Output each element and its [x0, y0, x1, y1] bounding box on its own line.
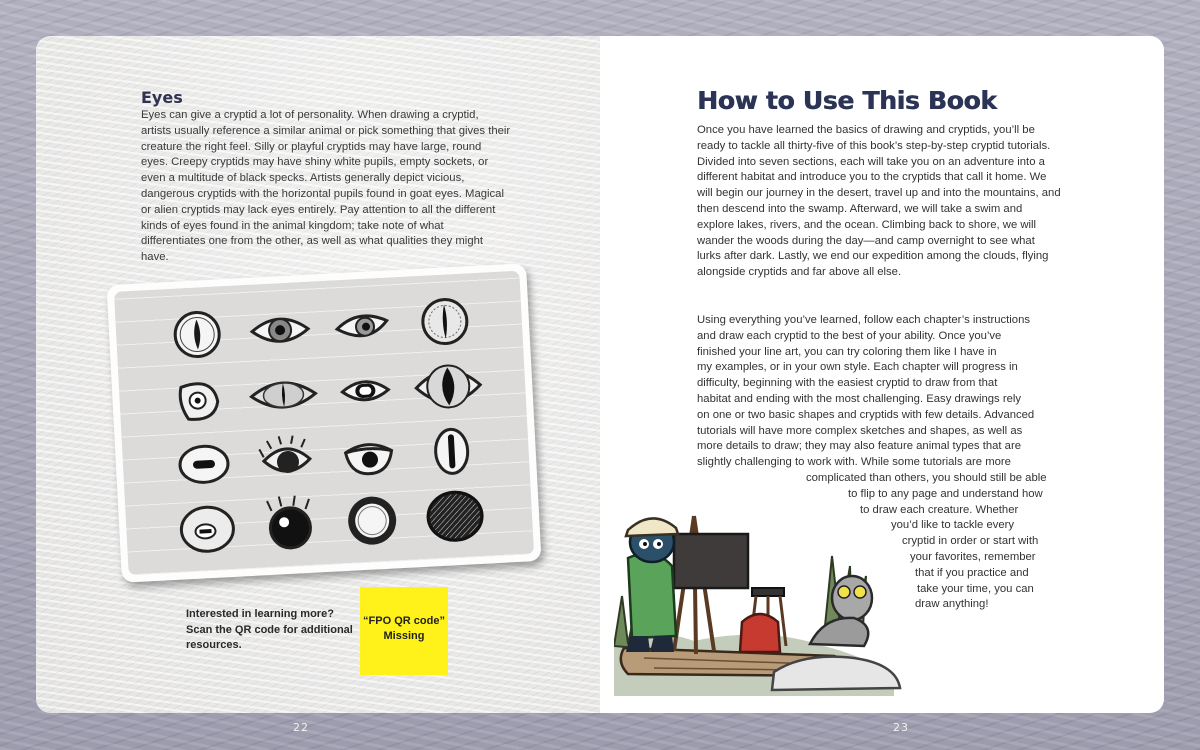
paragraph-line: draw anything!	[915, 598, 989, 611]
page-title: How to Use This Book	[697, 86, 997, 115]
human-eye-icon	[247, 306, 313, 353]
paragraph-line: slightly challenging to work with. While some tutorials are more	[697, 456, 1011, 469]
eyes-body-text: Eyes can give a cryptid a lot of personality. When drawing a cryptid, artists usually reference a similar animal or pick something that gives their creature the right feel. Silly or playful cryptids may have large, round eyes. Creepy cryptids may have shiny white pupils, empty sockets, or even a multitude of black specks. Artists generally depict vicious, dangerous cryptids with the horizontal pupils found in goat eyes. Magical or alien cryptids may lack eyes entirely. Pay attention to all the different kinds of eyes found in the animal kingdom; take note of what differentiates one from the other, as well as what qualities they might have.	[141, 109, 511, 264]
paragraph-line: to draw each creature. Whether	[860, 503, 1019, 516]
round-slit-eye-icon	[169, 306, 226, 363]
paragraph-line: difficulty, beginning with the easiest cryptid to draw from that	[697, 377, 998, 390]
side-eye-icon	[332, 302, 392, 349]
sleepy-eye-icon	[339, 430, 399, 481]
paragraph-line: take your time, you can	[917, 582, 1034, 595]
right-page	[600, 36, 1164, 713]
left-page-number: 22	[293, 721, 309, 734]
narrow-eye-icon	[428, 423, 475, 479]
glossy-eye-icon	[263, 494, 318, 555]
goat-eye-icon	[337, 367, 393, 414]
paragraph-line: to flip to any page and understand how	[848, 487, 1043, 500]
paragraph-line: tutorials will have more complex sketches and shapes, as well as	[697, 424, 1023, 437]
large-slit-eye-icon	[410, 353, 485, 419]
ring-eye-icon	[343, 491, 402, 550]
paragraph-line: your favorites, remember	[910, 550, 1036, 563]
paragraph-line: my examples, or in your own style. Each chapter will progress in	[697, 361, 1018, 374]
paragraph-line: you’d like to tackle every	[891, 519, 1015, 532]
reptile-eye-icon	[416, 293, 473, 350]
cross-pupil-eye-icon	[176, 499, 239, 558]
compound-eye-icon	[422, 486, 487, 545]
oval-eye-icon	[174, 438, 234, 489]
lashed-eye-icon	[256, 432, 317, 487]
qr-code-placeholder[interactable]	[360, 587, 448, 675]
left-page	[36, 36, 600, 713]
paragraph-line: and draw each cryptid to the best of your ability. Once you’ve	[697, 329, 1002, 342]
paragraph-line: finished your line art, you can try coloring them like I have in	[697, 345, 997, 358]
paragraph-line: Using everything you’ve learned, follow each chapter’s instructions	[697, 314, 1031, 326]
right-page-number: 23	[893, 721, 909, 734]
eye-illustration-grid	[155, 286, 498, 563]
paragraph-line: more details to draw; they may also feature animal types that are	[697, 440, 1022, 453]
eyes-heading: Eyes	[141, 88, 183, 107]
paragraph-line: habitat and ending with the most challenging. Easy drawings rely	[697, 392, 1022, 405]
qr-prompt-text: Interested in learning more? Scan the QR code for additional resources.	[186, 608, 353, 651]
eye-reference-card	[106, 263, 541, 583]
qr-placeholder-status: Missing	[383, 630, 425, 642]
intro-paragraph: Once you have learned the basics of drawing and cryptids, you’ll be ready to tackle all thirty-five of this book’s step-by-step cryptid tutorials. Divided into seven sections, each will take you on an adventure into a different habitat and introduce you to the cryptids that call it home. We will begin our journey in the desert, travel up and into the mountains, and then descend into the swamp. Afterward, we will take a swim and explore lakes, rivers, and the ocean. Climbing back to shore, we will wander the woods during the day—and camp overnight to see what lurks after dark. Lastly, we end our expedition among the clouds, flying alongside cryptids and far above all else.	[697, 124, 1061, 279]
paragraph-line: on one or two basic shapes and cryptids with few details. Advanced	[697, 408, 1035, 421]
creature-eye-icon	[172, 371, 229, 428]
paragraph-line: cryptid in order or start with	[902, 535, 1039, 548]
paragraph-line: that if you practice and	[915, 566, 1029, 579]
paragraph-line: complicated than others, you should still be able	[806, 471, 1047, 484]
cryptid-artist-illustration	[614, 476, 904, 696]
qr-placeholder-label: “FPO QR code”	[363, 615, 445, 627]
dragon-eye-icon	[246, 367, 321, 423]
